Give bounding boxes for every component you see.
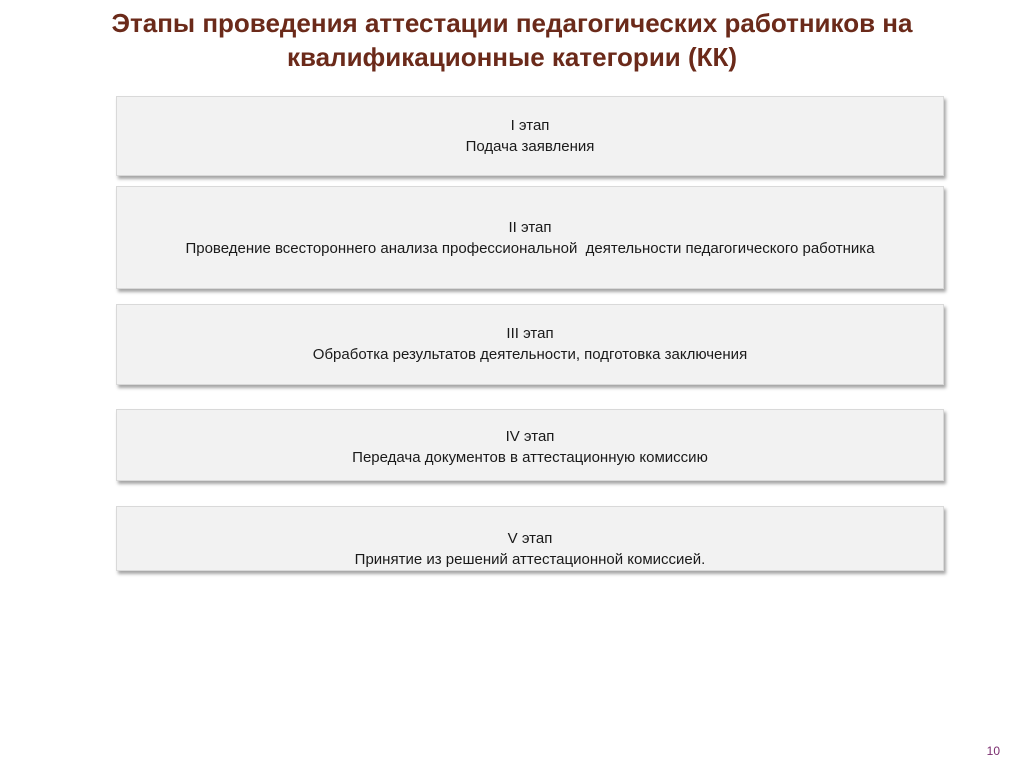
stage-box-5 [116,506,944,571]
page-number: 10 [986,744,1000,758]
stage-description: Принятие из решений аттестационной комиссией. [354,551,706,568]
stage-label: III этап [506,325,554,342]
stage-description: Проведение всестороннего анализа профессиональной деятельности педагогического работника [185,240,875,257]
slide-title-line-1: Этапы проведения аттестации педагогических работников на [111,8,913,38]
stage-label: I этап [510,117,550,134]
stage-box-1 [116,96,944,176]
stage-box-2 [116,186,944,289]
slide-title [40,6,984,74]
stage-description: Обработка результатов деятельности, подготовка заключения [312,346,748,363]
stage-label: V этап [507,530,553,547]
stage-box-4 [116,409,944,481]
stage-label: II этап [508,219,552,236]
stage-description: Подача заявления [465,138,595,155]
stage-box-3 [116,304,944,385]
slide-title-line-2: квалификационные категории (КК) [286,42,738,72]
stage-description: Передача документов в аттестационную комиссию [352,449,708,466]
stage-label: IV этап [505,428,555,445]
